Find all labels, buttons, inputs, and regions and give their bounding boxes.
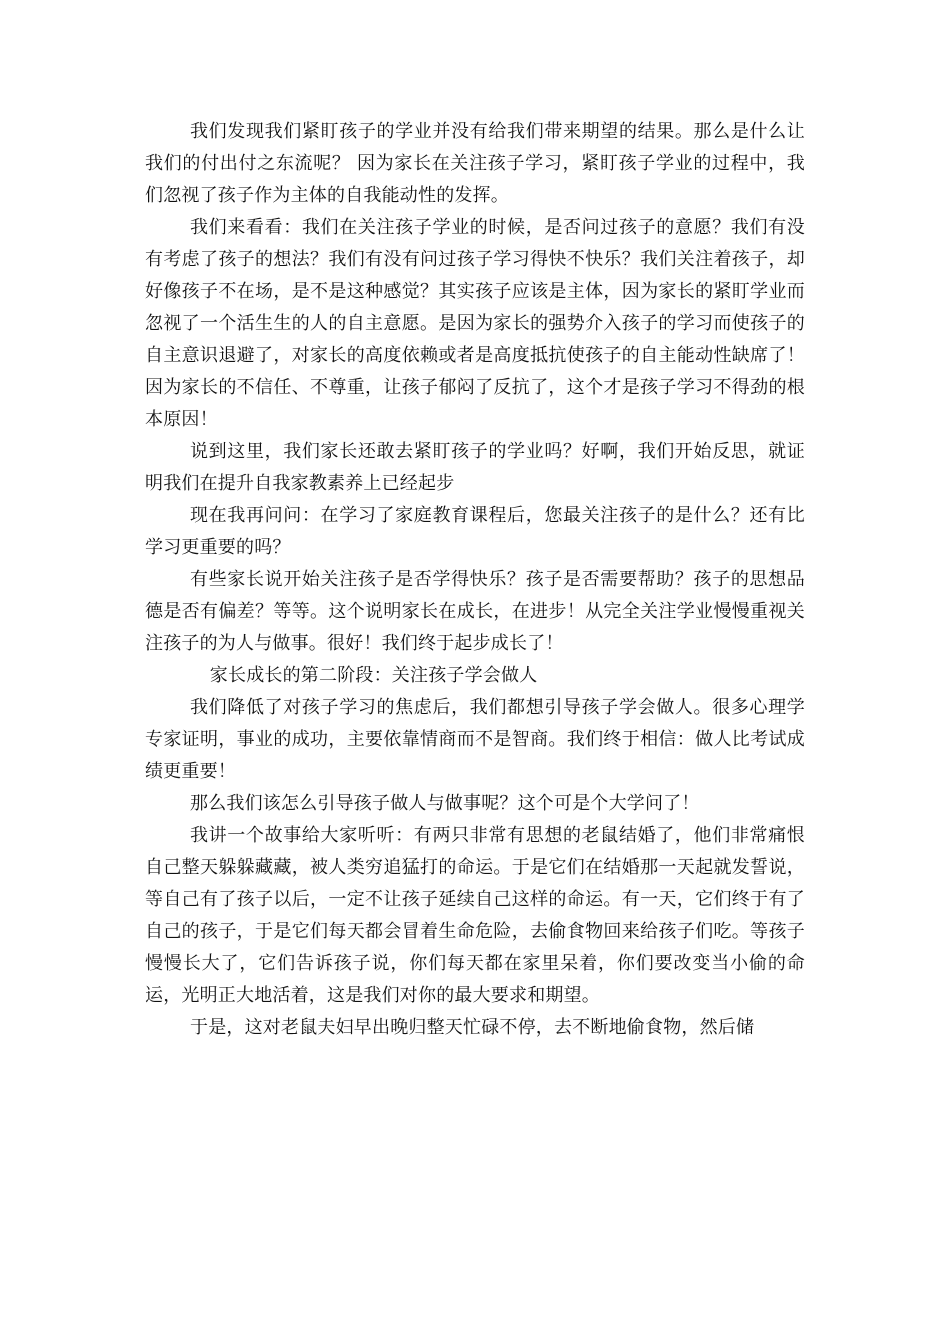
section-heading: 家长成长的第二阶段：关注孩子学会做人 bbox=[209, 665, 538, 686]
paragraph-4: 现在我再问问：在学习了家庭教育课程后，您最关注孩子的是什么？还有比学习更重要的吗？ bbox=[145, 505, 805, 558]
paragraph-5: 有些家长说开始关注孩子是否学得快乐？孩子是否需要帮助？孩子的思想品德是否有偏差？等等。这个说明家长在成长，在进步！从完全关注学业慢慢重视关注孩子的为人与做事。很好！我们终于起步成长了！ bbox=[145, 569, 805, 654]
paragraph-2: 我们来看看：我们在关注孩子学业的时候，是否问过孩子的意愿？我们有没有考虑了孩子的想法？我们有没有问过孩子学习得快不快乐？我们关注着孩子，却好像孩子不在场，是不是这种感觉？其实孩子应该是主体，因为家长的紧盯学业而忽视了一个活生生的人的自主意愿。是因为家长的强势介入孩子的学习而使孩子的自主意识退避了，对家长的高度依赖或者是高度抵抗使孩子的自主能动性缺席了！因为家长的不信任、不尊重，让孩子郁闷了反抗了，这个才是孩子学习不得劲的根本原因！ bbox=[145, 217, 805, 430]
paragraph-10: 于是，这对老鼠夫妇早出晚归整天忙碌不停，去不断地偷食物，然后储 bbox=[190, 1017, 755, 1038]
document-body bbox=[145, 116, 805, 1044]
paragraph-3: 说到这里，我们家长还敢去紧盯孩子的学业吗？好啊，我们开始反思，就证明我们在提升自我家教素养上已经起步 bbox=[145, 441, 805, 494]
paragraph-9: 我讲一个故事给大家听听：有两只非常有思想的老鼠结婚了，他们非常痛恨自己整天躲躲藏藏，被人类穷追猛打的命运。于是它们在结婚那一天起就发誓说，等自己有了孩子以后，一定不让孩子延续自己这样的命运。有一天，它们终于有了自己的孩子，于是它们每天都会冒着生命危险，去偷食物回来给孩子们吃。等孩子慢慢长大了，它们告诉孩子说，你们每天都在家里呆着，你们要改变当小偷的命运，光明正大地活着，这是我们对你的最大要求和期望。 bbox=[145, 825, 805, 1006]
paragraph-7: 我们降低了对孩子学习的焦虑后，我们都想引导孩子学会做人。很多心理学专家证明，事业的成功，主要依靠情商而不是智商。我们终于相信：做人比考试成绩更重要！ bbox=[145, 697, 805, 782]
paragraph-8: 那么我们该怎么引导孩子做人与做事呢？这个可是个大学问了！ bbox=[190, 793, 700, 814]
paragraph-1: 我们发现我们紧盯孩子的学业并没有给我们带来期望的结果。那么是什么让我们的付出付之东流呢？ 因为家长在关注孩子学习，紧盯孩子学业的过程中，我们忽视了孩子作为主体的自我能动性的发挥。 bbox=[145, 121, 805, 206]
